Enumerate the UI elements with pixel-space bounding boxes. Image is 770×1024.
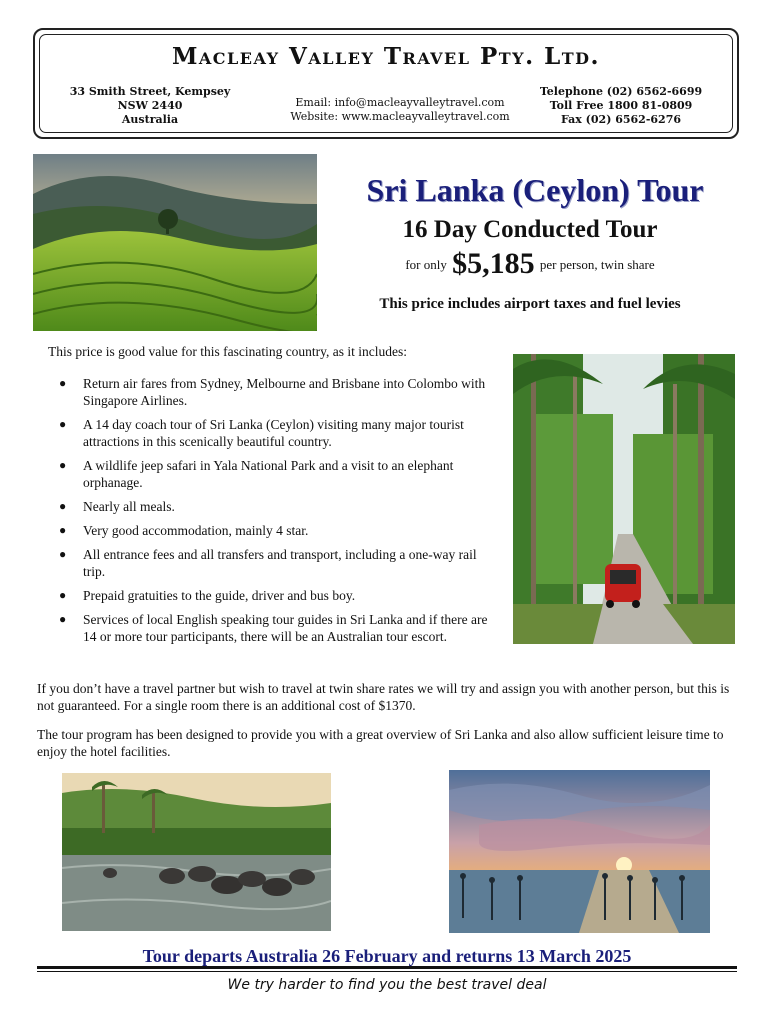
stilt-fishermen-sunset-photo <box>449 770 710 933</box>
footer-divider-thick <box>37 966 737 969</box>
departure-dates: Tour departs Australia 26 February and returns 13 March 2025 <box>142 946 632 966</box>
feature-text: Prepaid gratuities to the guide, driver and bus boy. <box>83 588 356 603</box>
palm-road-tuk-tuk-photo <box>513 354 735 644</box>
letterhead <box>33 28 739 139</box>
bullet-icon: ● <box>59 417 67 431</box>
company-tagline: We try harder to find you the best travel deal <box>227 977 547 993</box>
email-line[interactable]: Email: info@macleayvalleytravel.com <box>295 96 505 109</box>
bullet-icon: ● <box>59 588 67 602</box>
address-line: 33 Smith Street, Kempsey <box>69 85 231 98</box>
list-item <box>58 587 493 604</box>
list-item <box>58 457 493 491</box>
list-item <box>58 375 493 409</box>
price-suffix: per person, twin share <box>539 257 655 272</box>
list-item <box>58 611 493 645</box>
tour-subtitle: 16 Day Conducted Tour <box>402 216 658 243</box>
feature-text: Services of local English speaking tour guides in Sri Lanka and if there are 14 or more tour participants, there will be an Australian tour escort. <box>83 612 488 644</box>
list-item <box>58 498 493 515</box>
telephone-line: Telephone (02) 6562-6699 <box>539 85 703 98</box>
feature-text: Return air fares from Sydney, Melbourne and Brisbane into Colombo with Singapore Airlines. <box>83 376 486 408</box>
tour-title: Sri Lanka (Ceylon) Tour <box>366 172 704 208</box>
phone-contact <box>531 85 711 127</box>
bullet-icon: ● <box>59 499 67 513</box>
tour-price: $5,185 <box>452 247 535 280</box>
bullet-icon: ● <box>59 612 67 626</box>
toll-free-line: Toll Free 1800 81-0809 <box>549 99 693 112</box>
bullet-icon: ● <box>59 547 67 561</box>
feature-text: Nearly all meals. <box>83 499 175 514</box>
feature-text: Very good accommodation, mainly 4 star. <box>83 523 309 538</box>
bullet-icon: ● <box>59 376 67 390</box>
list-item <box>58 416 493 450</box>
company-name: Macleay Valley Travel Pty. Ltd. <box>171 43 601 70</box>
postal-address <box>65 85 235 127</box>
twin-share-paragraph: If you don’t have a travel partner but wish to travel at twin share rates we will try and assign you with another person, but this is not guaranteed. For a single room there is an additional cost of $1370. <box>37 681 730 713</box>
bullet-icon: ● <box>59 523 67 537</box>
price-includes-note: This price includes airport taxes and fuel levies <box>379 296 681 312</box>
price-line <box>330 247 730 281</box>
footer-divider-thin <box>37 971 737 972</box>
feature-text: A 14 day coach tour of Sri Lanka (Ceylon) visiting many major tourist attractions in this scenically beautiful country. <box>83 417 464 449</box>
bullet-icon: ● <box>59 458 67 472</box>
list-item <box>58 522 493 539</box>
tour-program-paragraph: The tour program has been designed to provide you with a great overview of Sri Lanka and also allow sufficient leisure time to enjoy the hotel facilities. <box>37 727 724 759</box>
list-item <box>58 546 493 580</box>
feature-text: All entrance fees and all transfers and transport, including a one-way rail trip. <box>83 547 477 579</box>
website-line[interactable]: Website: www.macleayvalleytravel.com <box>290 110 510 123</box>
elephants-river-photo <box>62 773 331 931</box>
address-line: Australia <box>121 113 179 126</box>
feature-text: A wildlife jeep safari in Yala National Park and a visit to an elephant orphanage. <box>83 458 454 490</box>
address-line: NSW 2440 <box>117 99 183 112</box>
price-prefix: for only <box>405 257 447 272</box>
intro-text: This price is good value for this fascinating country, as it includes: <box>48 344 408 359</box>
fax-line: Fax (02) 6562-6276 <box>560 113 682 126</box>
included-features-list <box>58 375 493 652</box>
tea-plantation-photo <box>33 154 317 331</box>
online-contact <box>235 96 565 124</box>
